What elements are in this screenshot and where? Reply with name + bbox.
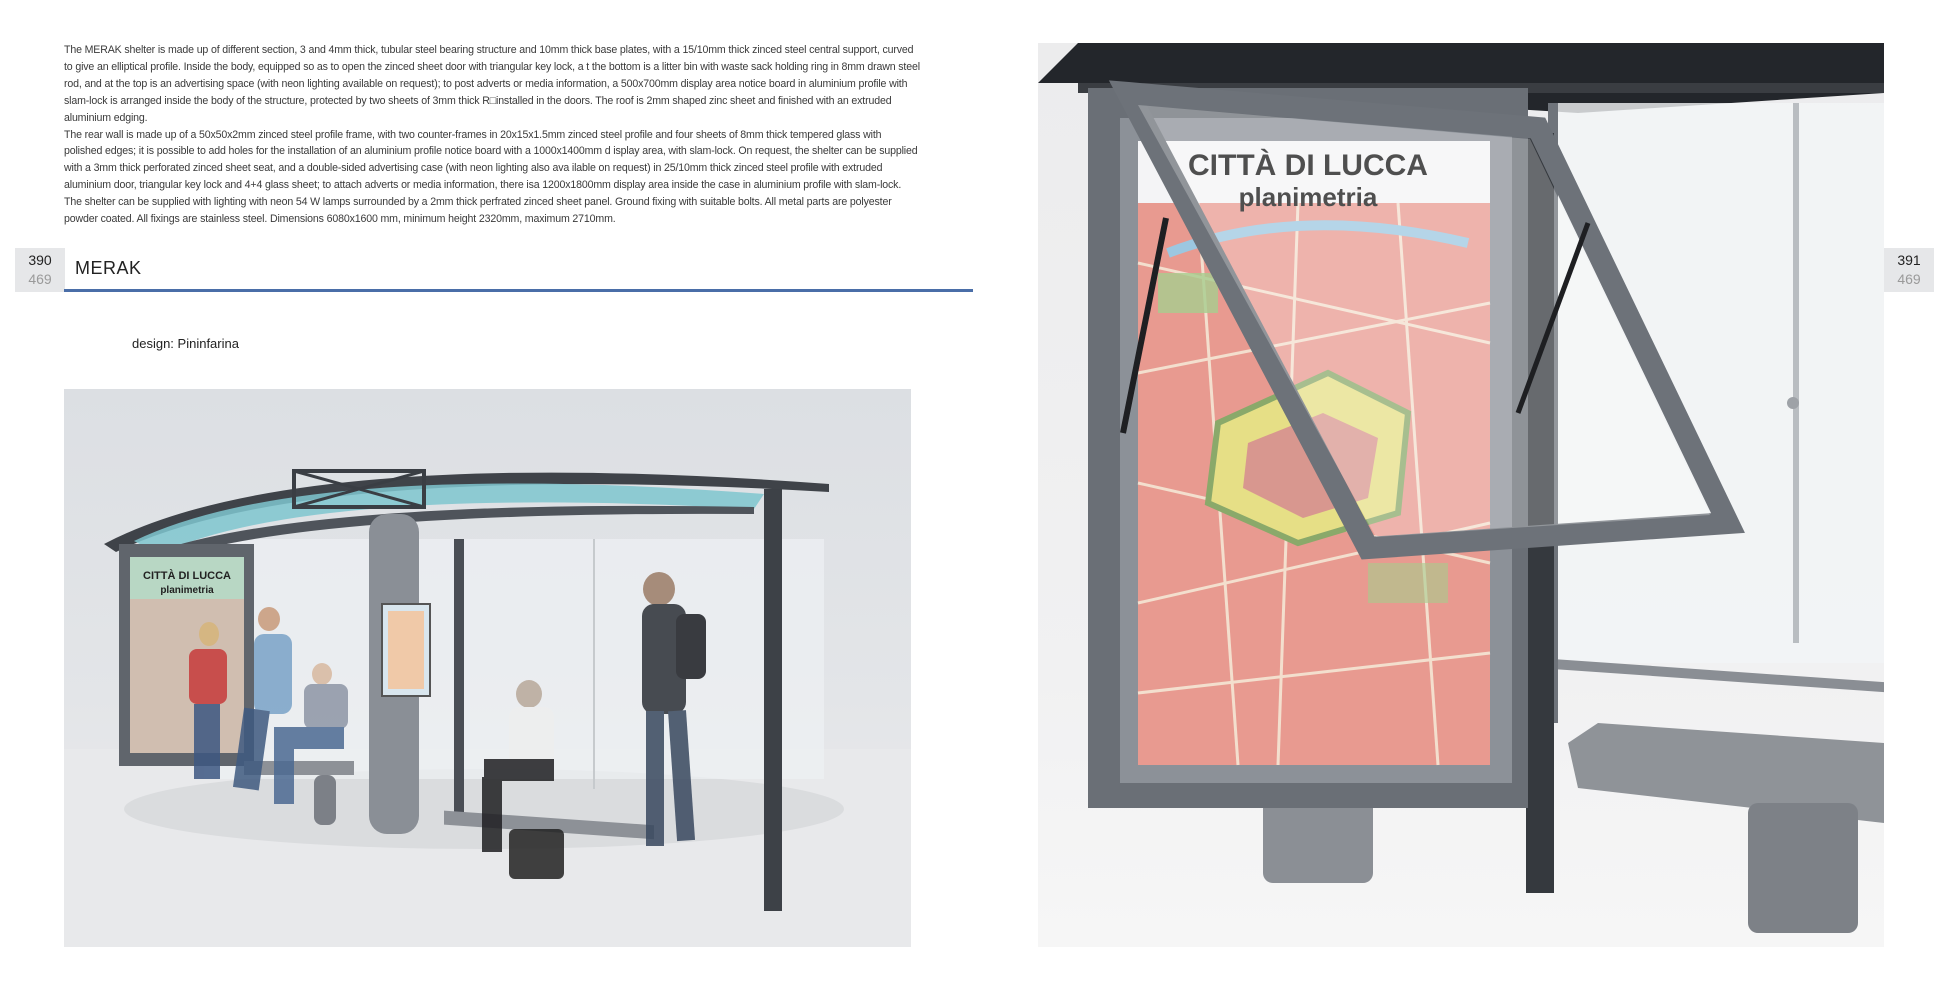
description-paragraph-2: The rear wall is made up of a 50x50x2mm zinced steel profile frame, with two counter-frames in 20x15x1.5mm zinced steel profile and four sheets of 8mm thick tempered glass with polished edges; it is possible to add holes for the installation of an aluminium profile notice board with a 1000x1400mm d isplay area, with slam-lock. On request, the shelter can be supplied with a 3mm thick perforated zinced sheet seat, and a double-sided advertising case (with neon lighting also ava ilable on request) in 25/10mm thick zinced steel profile with extruded aluminium door, triangular key lock and 4+4 glass sheet; to attach adverts or media information, there isa 1200x1800mm display area inside the case in aluminium profile with slam-lock. The shelter can be supplied with lighting with neon 54 W lamps surrounded by a 2mm thick perfrated zinced sheet panel. Ground fixing with suitable bolts. All metal parts are polyester powder coated. All fixings are stainless steel. Dimensions 6080x1600 mm, minimum height 2320mm, maximum 2710mm. (64, 128, 918, 226)
map-title-right: CITTÀ DI LUCCA (1188, 149, 1428, 182)
shelter-photo-map-case (1038, 43, 1884, 947)
designer-credit: design: Pininfarina (132, 336, 239, 351)
product-title: MERAK (75, 258, 142, 278)
page-number: 390 (28, 252, 52, 268)
page-total: 469 (1897, 271, 1921, 287)
map-subtitle-left: planimetria (160, 585, 214, 596)
product-description (64, 42, 920, 228)
right-page (1000, 0, 1948, 990)
description-paragraph-1: The MERAK shelter is made up of different section, 3 and 4mm thick, tubular steel bearing structure and 10mm thick base plates, with a 15/10mm thick zinced steel central support, curved to give an elliptical profile. Inside the body, equipped so as to open the zinced sheet door with triangular key lock, a t the bottom is a litter bin with waste sack holding ring in 8mm drawn steel rod, and at the top is an advertising space (with neon lighting available on request); to post adverts or media information, a 500x700mm display area notice board in aluminium profile with slam-lock is arranged inside the body of the structure, protected by two sheets of 3mm thick R□installed in the doors. The roof is 2mm shaped zinc sheet and finished with an extruded aluminium edging. (64, 44, 920, 124)
map-subtitle-right: planimetria (1238, 182, 1378, 212)
map-title-left: CITTÀ DI LUCCA (143, 570, 231, 582)
page-number-tab-right (1884, 248, 1934, 292)
page-number: 391 (1897, 252, 1921, 268)
shelter-photo-people (64, 389, 911, 947)
title-underline (64, 289, 973, 292)
page-total: 469 (28, 271, 52, 287)
page-number-tab-left (15, 248, 65, 292)
